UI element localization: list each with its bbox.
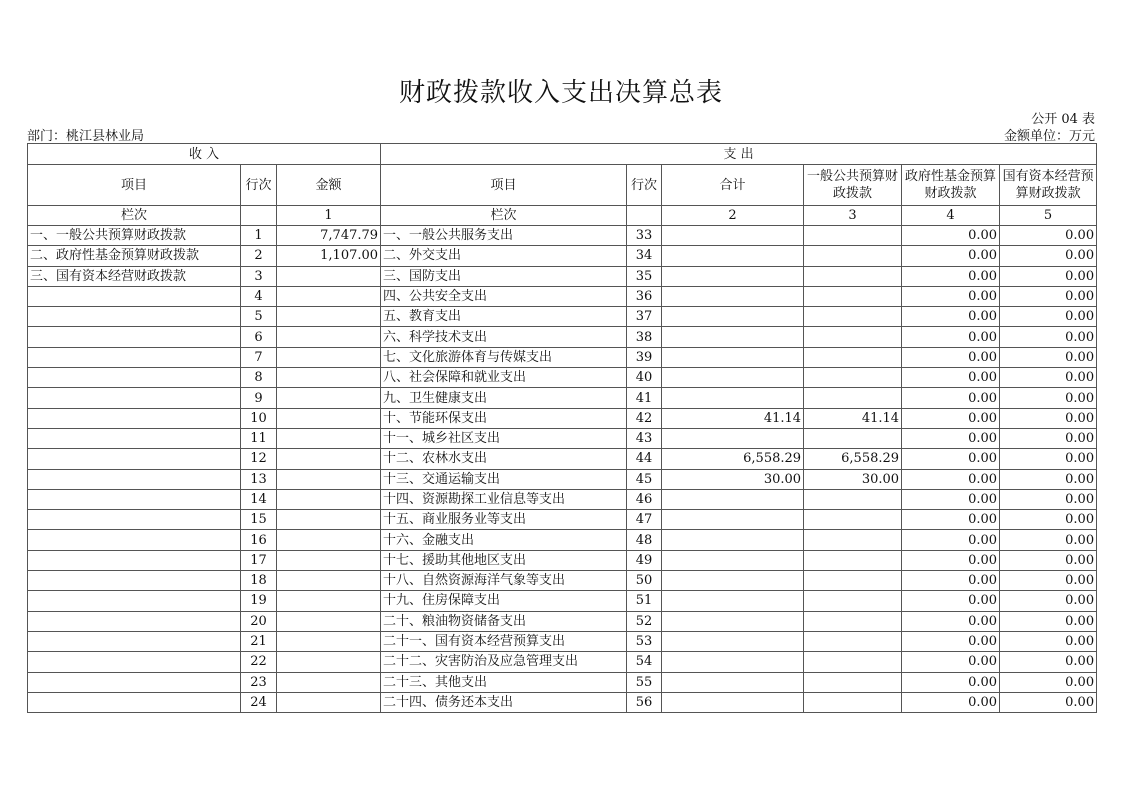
income-colnum-label: 栏次 xyxy=(28,206,241,226)
total-cell xyxy=(662,652,804,672)
income-item-cell xyxy=(28,489,241,509)
income-amount-cell xyxy=(277,428,381,448)
income-line-cell: 7 xyxy=(241,347,277,367)
gov-fund-cell: 0.00 xyxy=(902,489,1000,509)
income-line-cell: 9 xyxy=(241,388,277,408)
gov-fund-cell: 0.00 xyxy=(902,347,1000,367)
total-cell: 30.00 xyxy=(662,469,804,489)
expense-section-header: 支 出 xyxy=(381,144,1097,165)
income-amount-cell xyxy=(277,327,381,347)
expense-line-cell: 45 xyxy=(627,469,662,489)
expense-line-colnum xyxy=(627,206,662,226)
income-item-cell xyxy=(28,631,241,651)
total-cell xyxy=(662,226,804,246)
expense-item-cell: 二十一、国有资本经营预算支出 xyxy=(381,631,627,651)
gov-fund-cell: 0.00 xyxy=(902,388,1000,408)
general-budget-cell xyxy=(804,347,902,367)
expense-item-cell: 三、国防支出 xyxy=(381,266,627,286)
general-budget-cell xyxy=(804,652,902,672)
general-budget-cell: 30.00 xyxy=(804,469,902,489)
table-row xyxy=(28,408,1097,428)
income-section-header: 收 入 xyxy=(28,144,381,165)
state-capital-cell: 0.00 xyxy=(1000,469,1097,489)
general-budget-cell xyxy=(804,530,902,550)
expense-line-cell: 35 xyxy=(627,266,662,286)
general-budget-cell xyxy=(804,307,902,327)
table-row xyxy=(28,692,1097,712)
income-amount-cell xyxy=(277,652,381,672)
gov-fund-cell: 0.00 xyxy=(902,510,1000,530)
table-row xyxy=(28,327,1097,347)
table-row xyxy=(28,530,1097,550)
expense-line-cell: 37 xyxy=(627,307,662,327)
table-row xyxy=(28,510,1097,530)
table-row xyxy=(28,469,1097,489)
table-row xyxy=(28,388,1097,408)
income-line-cell: 1 xyxy=(241,226,277,246)
income-line-cell: 5 xyxy=(241,307,277,327)
income-amount-cell xyxy=(277,408,381,428)
column-header-row xyxy=(28,165,1097,206)
income-item-cell xyxy=(28,408,241,428)
income-line-cell: 15 xyxy=(241,510,277,530)
income-item-cell xyxy=(28,530,241,550)
table-body xyxy=(28,226,1097,713)
table-row xyxy=(28,286,1097,306)
general-budget-cell xyxy=(804,672,902,692)
state-capital-cell: 0.00 xyxy=(1000,489,1097,509)
expense-item-cell: 二、外交支出 xyxy=(381,246,627,266)
general-budget-cell xyxy=(804,226,902,246)
expense-line-cell: 38 xyxy=(627,327,662,347)
expense-line-cell: 36 xyxy=(627,286,662,306)
gov-fund-cell: 0.00 xyxy=(902,327,1000,347)
section-header-row xyxy=(28,144,1097,165)
state-capital-cell: 0.00 xyxy=(1000,510,1097,530)
gov-fund-cell: 0.00 xyxy=(902,449,1000,469)
table-row xyxy=(28,307,1097,327)
table-row xyxy=(28,368,1097,388)
income-amount-cell xyxy=(277,266,381,286)
state-capital-cell: 0.00 xyxy=(1000,672,1097,692)
table-row xyxy=(28,631,1097,651)
expense-line-header: 行次 xyxy=(627,165,662,206)
table-row xyxy=(28,550,1097,570)
gov-fund-cell: 0.00 xyxy=(902,591,1000,611)
income-amount-cell xyxy=(277,388,381,408)
expense-item-cell: 十七、援助其他地区支出 xyxy=(381,550,627,570)
income-line-cell: 8 xyxy=(241,368,277,388)
expense-item-cell: 二十三、其他支出 xyxy=(381,672,627,692)
income-line-cell: 6 xyxy=(241,327,277,347)
gov-fund-cell: 0.00 xyxy=(902,246,1000,266)
general-budget-cell xyxy=(804,571,902,591)
state-capital-cell: 0.00 xyxy=(1000,631,1097,651)
gov-fund-cell: 0.00 xyxy=(902,307,1000,327)
income-line-cell: 12 xyxy=(241,449,277,469)
expense-item-cell: 二十四、债务还本支出 xyxy=(381,692,627,712)
state-capital-cell: 0.00 xyxy=(1000,368,1097,388)
state-capital-cell: 0.00 xyxy=(1000,652,1097,672)
income-line-header: 行次 xyxy=(241,165,277,206)
table-row xyxy=(28,652,1097,672)
income-amount-cell xyxy=(277,286,381,306)
total-cell xyxy=(662,368,804,388)
table-row xyxy=(28,591,1097,611)
income-amount-cell xyxy=(277,449,381,469)
income-amount-cell: 7,747.79 xyxy=(277,226,381,246)
gov-fund-cell: 0.00 xyxy=(902,286,1000,306)
income-item-cell xyxy=(28,327,241,347)
gov-fund-cell: 0.00 xyxy=(902,672,1000,692)
general-budget-cell xyxy=(804,368,902,388)
general-budget-cell xyxy=(804,510,902,530)
income-amount-cell xyxy=(277,347,381,367)
gov-fund-cell: 0.00 xyxy=(902,611,1000,631)
state-capital-cell: 0.00 xyxy=(1000,591,1097,611)
expense-item-cell: 十四、资源勘探工业信息等支出 xyxy=(381,489,627,509)
total-cell xyxy=(662,307,804,327)
state-capital-cell: 0.00 xyxy=(1000,246,1097,266)
expense-item-cell: 十八、自然资源海洋气象等支出 xyxy=(381,571,627,591)
general-budget-cell xyxy=(804,631,902,651)
budget-table xyxy=(27,143,1097,713)
income-item-cell xyxy=(28,692,241,712)
income-amount-cell xyxy=(277,631,381,651)
expense-line-cell: 46 xyxy=(627,489,662,509)
state-capital-cell: 0.00 xyxy=(1000,692,1097,712)
income-amount-cell xyxy=(277,530,381,550)
income-line-cell: 22 xyxy=(241,652,277,672)
income-amount-colnum: 1 xyxy=(277,206,381,226)
state-capital-cell: 0.00 xyxy=(1000,530,1097,550)
total-cell xyxy=(662,692,804,712)
income-amount-cell xyxy=(277,368,381,388)
expense-line-cell: 39 xyxy=(627,347,662,367)
expense-colnum-label: 栏次 xyxy=(381,206,627,226)
expense-item-header: 项目 xyxy=(381,165,627,206)
income-item-cell xyxy=(28,611,241,631)
expense-item-cell: 十二、农林水支出 xyxy=(381,449,627,469)
income-amount-header: 金额 xyxy=(277,165,381,206)
expense-item-cell: 五、教育支出 xyxy=(381,307,627,327)
state-capital-cell: 0.00 xyxy=(1000,611,1097,631)
gov-fund-cell: 0.00 xyxy=(902,428,1000,448)
income-item-cell xyxy=(28,428,241,448)
gov-fund-cell: 0.00 xyxy=(902,631,1000,651)
state-capital-cell: 0.00 xyxy=(1000,449,1097,469)
income-amount-cell xyxy=(277,550,381,570)
total-cell xyxy=(662,571,804,591)
gov-fund-header: 政府性基金预算财政拨款 xyxy=(902,165,1000,206)
state-capital-cell: 0.00 xyxy=(1000,408,1097,428)
total-cell xyxy=(662,266,804,286)
income-amount-cell xyxy=(277,571,381,591)
table-row xyxy=(28,571,1097,591)
total-cell: 41.14 xyxy=(662,408,804,428)
expense-item-cell: 二十、粮油物资储备支出 xyxy=(381,611,627,631)
general-budget-cell xyxy=(804,428,902,448)
expense-line-cell: 44 xyxy=(627,449,662,469)
income-amount-cell xyxy=(277,591,381,611)
expense-line-cell: 34 xyxy=(627,246,662,266)
income-item-header: 项目 xyxy=(28,165,241,206)
income-amount-cell xyxy=(277,469,381,489)
income-item-cell xyxy=(28,307,241,327)
department-label: 部门：桃江县林业局 xyxy=(27,129,145,144)
income-line-cell: 14 xyxy=(241,489,277,509)
table-row xyxy=(28,611,1097,631)
expense-line-cell: 52 xyxy=(627,611,662,631)
expense-item-cell: 四、公共安全支出 xyxy=(381,286,627,306)
income-line-cell: 20 xyxy=(241,611,277,631)
expense-line-cell: 53 xyxy=(627,631,662,651)
state-capital-cell: 0.00 xyxy=(1000,226,1097,246)
income-line-cell: 21 xyxy=(241,631,277,651)
expense-item-cell: 二十二、灾害防治及应急管理支出 xyxy=(381,652,627,672)
total-cell xyxy=(662,591,804,611)
state-capital-cell: 0.00 xyxy=(1000,286,1097,306)
total-colnum: 2 xyxy=(662,206,804,226)
total-cell xyxy=(662,530,804,550)
expense-item-cell: 十六、金融支出 xyxy=(381,530,627,550)
gov-fund-cell: 0.00 xyxy=(902,530,1000,550)
general-budget-cell xyxy=(804,550,902,570)
state-capital-cell: 0.00 xyxy=(1000,388,1097,408)
income-amount-cell xyxy=(277,692,381,712)
expense-item-cell: 十五、商业服务业等支出 xyxy=(381,510,627,530)
income-item-cell: 二、政府性基金预算财政拨款 xyxy=(28,246,241,266)
table-row xyxy=(28,226,1097,246)
total-cell xyxy=(662,631,804,651)
gov-fund-cell: 0.00 xyxy=(902,266,1000,286)
expense-line-cell: 40 xyxy=(627,368,662,388)
expense-item-cell: 七、文化旅游体育与传媒支出 xyxy=(381,347,627,367)
state-capital-cell: 0.00 xyxy=(1000,428,1097,448)
income-line-cell: 17 xyxy=(241,550,277,570)
table-row xyxy=(28,489,1097,509)
expense-item-cell: 八、社会保障和就业支出 xyxy=(381,368,627,388)
income-amount-cell xyxy=(277,307,381,327)
expense-line-cell: 51 xyxy=(627,591,662,611)
income-item-cell xyxy=(28,591,241,611)
total-cell xyxy=(662,510,804,530)
total-cell xyxy=(662,246,804,266)
expense-line-cell: 56 xyxy=(627,692,662,712)
table-row xyxy=(28,266,1097,286)
state-capital-cell: 0.00 xyxy=(1000,307,1097,327)
expense-item-cell: 十、节能环保支出 xyxy=(381,408,627,428)
income-amount-cell xyxy=(277,672,381,692)
total-cell xyxy=(662,327,804,347)
general-budget-cell xyxy=(804,692,902,712)
total-cell xyxy=(662,286,804,306)
expense-line-cell: 42 xyxy=(627,408,662,428)
income-item-cell xyxy=(28,449,241,469)
general-budget-cell xyxy=(804,286,902,306)
page-title: 财政拨款收入支出决算总表 xyxy=(398,78,723,108)
state-capital-cell: 0.00 xyxy=(1000,571,1097,591)
total-header: 合计 xyxy=(662,165,804,206)
general-budget-header: 一般公共预算财政拨款 xyxy=(804,165,902,206)
income-item-cell xyxy=(28,469,241,489)
income-item-cell xyxy=(28,388,241,408)
total-cell xyxy=(662,489,804,509)
gov-fund-cell: 0.00 xyxy=(902,550,1000,570)
income-item-cell xyxy=(28,510,241,530)
state-capital-cell: 0.00 xyxy=(1000,347,1097,367)
expense-line-cell: 43 xyxy=(627,428,662,448)
total-cell xyxy=(662,611,804,631)
income-item-cell xyxy=(28,368,241,388)
income-line-colnum xyxy=(241,206,277,226)
income-line-cell: 3 xyxy=(241,266,277,286)
gov-fund-cell: 0.00 xyxy=(902,408,1000,428)
expense-line-cell: 41 xyxy=(627,388,662,408)
general-budget-cell: 6,558.29 xyxy=(804,449,902,469)
total-cell xyxy=(662,347,804,367)
total-cell xyxy=(662,428,804,448)
table-row xyxy=(28,246,1097,266)
gov-fund-cell: 0.00 xyxy=(902,652,1000,672)
state-capital-header: 国有资本经营预算财政拨款 xyxy=(1000,165,1097,206)
expense-line-cell: 50 xyxy=(627,571,662,591)
general-budget-cell xyxy=(804,266,902,286)
column-number-row xyxy=(28,206,1097,226)
general-budget-cell xyxy=(804,388,902,408)
table-row xyxy=(28,449,1097,469)
income-line-cell: 24 xyxy=(241,692,277,712)
income-line-cell: 13 xyxy=(241,469,277,489)
income-line-cell: 18 xyxy=(241,571,277,591)
income-amount-cell xyxy=(277,510,381,530)
income-line-cell: 23 xyxy=(241,672,277,692)
state-capital-cell: 0.00 xyxy=(1000,550,1097,570)
income-item-cell: 一、一般公共预算财政拨款 xyxy=(28,226,241,246)
income-item-cell: 三、国有资本经营财政拨款 xyxy=(28,266,241,286)
income-line-cell: 19 xyxy=(241,591,277,611)
general-budget-cell xyxy=(804,611,902,631)
general-budget-colnum: 3 xyxy=(804,206,902,226)
expense-item-cell: 六、科学技术支出 xyxy=(381,327,627,347)
income-item-cell xyxy=(28,652,241,672)
expense-item-cell: 十一、城乡社区支出 xyxy=(381,428,627,448)
income-item-cell xyxy=(28,286,241,306)
general-budget-cell: 41.14 xyxy=(804,408,902,428)
expense-item-cell: 十九、住房保障支出 xyxy=(381,591,627,611)
income-line-cell: 2 xyxy=(241,246,277,266)
expense-item-cell: 一、一般公共服务支出 xyxy=(381,226,627,246)
income-line-cell: 4 xyxy=(241,286,277,306)
income-item-cell xyxy=(28,672,241,692)
general-budget-cell xyxy=(804,246,902,266)
state-capital-colnum: 5 xyxy=(1000,206,1097,226)
table-row xyxy=(28,428,1097,448)
expense-line-cell: 54 xyxy=(627,652,662,672)
gov-fund-cell: 0.00 xyxy=(902,469,1000,489)
total-cell xyxy=(662,672,804,692)
form-number: 公开 04 表 xyxy=(1031,112,1095,127)
state-capital-cell: 0.00 xyxy=(1000,266,1097,286)
expense-line-cell: 48 xyxy=(627,530,662,550)
income-line-cell: 10 xyxy=(241,408,277,428)
gov-fund-cell: 0.00 xyxy=(902,368,1000,388)
gov-fund-cell: 0.00 xyxy=(902,571,1000,591)
general-budget-cell xyxy=(804,489,902,509)
income-line-cell: 16 xyxy=(241,530,277,550)
expense-line-cell: 55 xyxy=(627,672,662,692)
expense-item-cell: 九、卫生健康支出 xyxy=(381,388,627,408)
income-item-cell xyxy=(28,571,241,591)
state-capital-cell: 0.00 xyxy=(1000,327,1097,347)
gov-fund-cell: 0.00 xyxy=(902,692,1000,712)
expense-line-cell: 49 xyxy=(627,550,662,570)
expense-item-cell: 十三、交通运输支出 xyxy=(381,469,627,489)
general-budget-cell xyxy=(804,327,902,347)
income-item-cell xyxy=(28,347,241,367)
total-cell xyxy=(662,388,804,408)
gov-fund-colnum: 4 xyxy=(902,206,1000,226)
expense-line-cell: 33 xyxy=(627,226,662,246)
total-cell: 6,558.29 xyxy=(662,449,804,469)
total-cell xyxy=(662,550,804,570)
income-item-cell xyxy=(28,550,241,570)
income-amount-cell xyxy=(277,489,381,509)
income-amount-cell xyxy=(277,611,381,631)
table-row xyxy=(28,347,1097,367)
income-line-cell: 11 xyxy=(241,428,277,448)
gov-fund-cell: 0.00 xyxy=(902,226,1000,246)
income-amount-cell: 1,107.00 xyxy=(277,246,381,266)
expense-line-cell: 47 xyxy=(627,510,662,530)
general-budget-cell xyxy=(804,591,902,611)
table-row xyxy=(28,672,1097,692)
unit-label: 金额单位：万元 xyxy=(1003,129,1095,144)
